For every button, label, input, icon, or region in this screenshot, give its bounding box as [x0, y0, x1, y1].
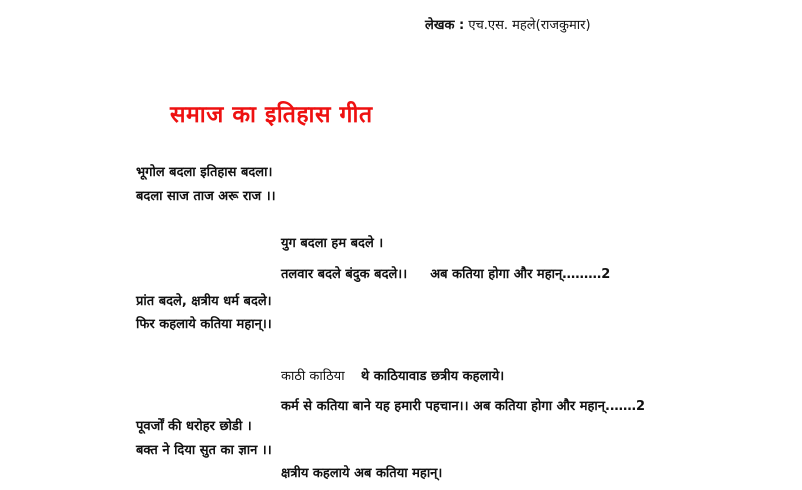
poem-line-1: भूगोल बदला इतिहास बदला। — [136, 165, 273, 180]
poem-line-4-refrain: अब कतिया होगा और महान्………2 — [430, 267, 611, 282]
poem-line-6: फिर कहलाये कतिया महान्।। — [136, 317, 272, 332]
poem-line-11: क्षत्रीय कहलाये अब कतिया महान्। — [281, 466, 443, 481]
poem-line-7-prefix: काठी काठिया — [281, 369, 345, 384]
poem-line-3: युग बदला हम बदले । — [281, 236, 384, 251]
poem-line-10: बक्त ने दिया सुत का ज्ञान ।। — [136, 443, 272, 458]
poem-line-4-text: तलवार बदले बंदुक बदले।। — [281, 267, 408, 282]
poem-line-4 — [281, 265, 610, 285]
poem-line-8: कर्म से कतिया बाने यह हमारी पहचान।। अब कतिया होगा और महान्.……2 — [281, 399, 645, 414]
poem-line-7-text: थे काठियावाड छत्रीय कहलाये। — [360, 369, 505, 384]
poem-line-9: पूवर्जों की धरोहर छोडी । — [136, 419, 252, 434]
poem-line-7 — [281, 367, 504, 387]
poem-line-2: बदला साज ताज अरू राज ।। — [136, 189, 276, 204]
author-label: लेखक : — [425, 18, 465, 33]
author-line — [425, 16, 591, 36]
page-title: समाज का इतिहास गीत — [170, 102, 373, 128]
poem-line-5: प्रांत बदले, क्षत्रीय धर्म बदले। — [136, 294, 272, 309]
author-name: एच.एस. महले(राजकुमार) — [468, 18, 591, 33]
